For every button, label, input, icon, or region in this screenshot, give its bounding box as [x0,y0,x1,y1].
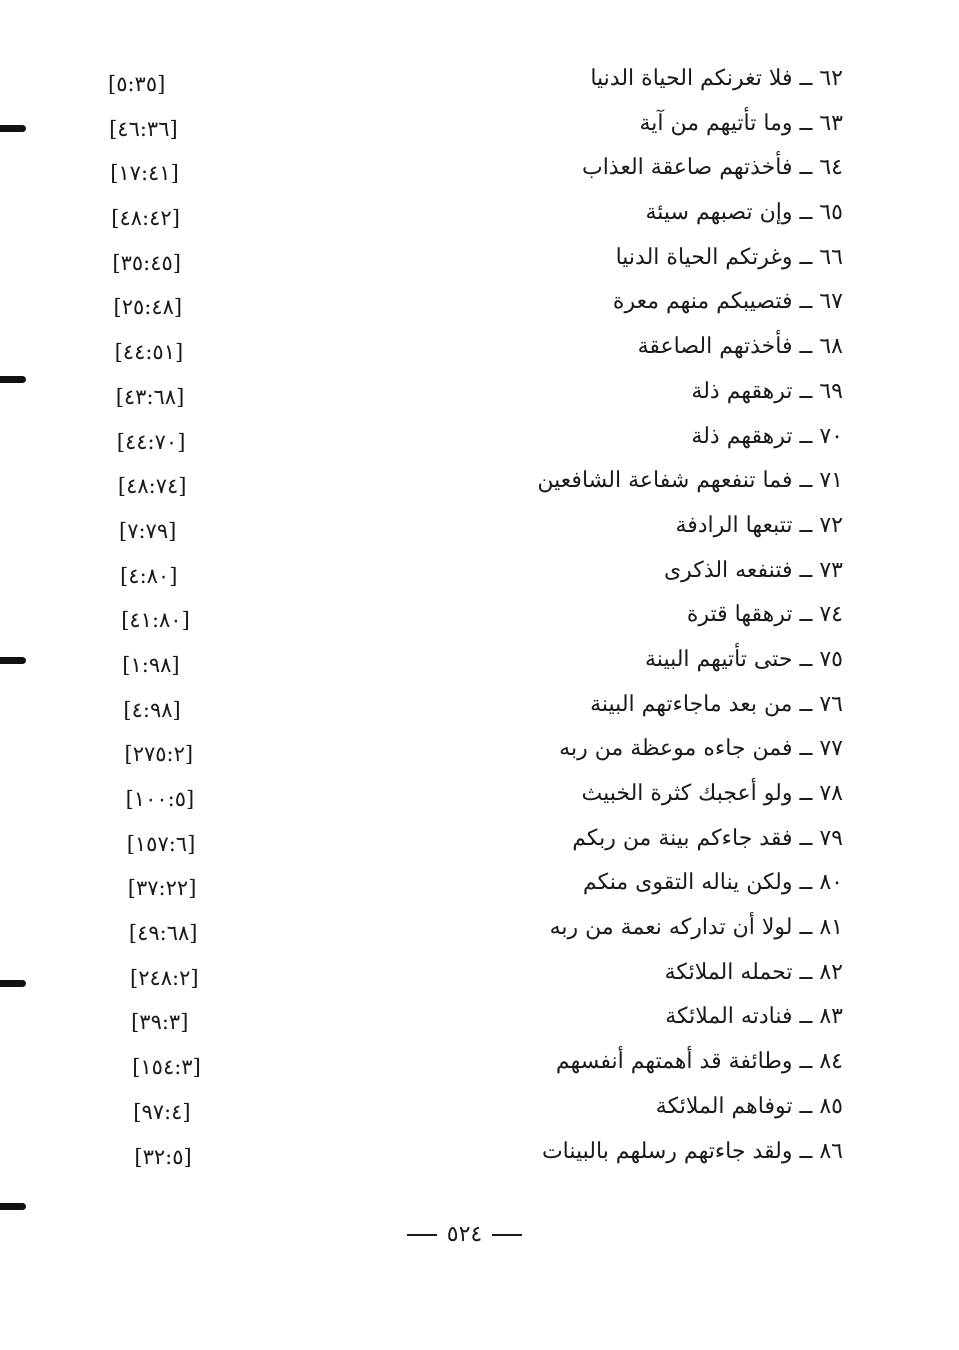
list-item [0,330,959,375]
list-item [0,732,959,777]
verse-reference: [١٥٤:٣] [132,1055,201,1080]
list-item [0,956,959,1001]
verse-phrase: ٧٢ ــ تتبعها الرادفة [675,512,843,538]
verse-phrase: ٨٥ ــ توفاهم الملائكة [655,1093,843,1119]
page-number-footer [0,1222,959,1247]
verse-phrase: ٧٧ ــ فمن جاءه موعظة من ربه [559,736,843,762]
list-item [0,777,959,822]
list-item [0,598,959,643]
verse-phrase: ٦٧ ــ فتصيبكم منهم معرة [612,289,843,315]
verse-phrase: ٧٦ ــ من بعد ماجاءتهم البينة [590,691,843,717]
verse-reference: [٣٥:٤٥] [112,250,181,275]
verse-phrase: ٨٦ ــ ولقد جاءتهم رسلهم بالبينات [541,1138,843,1164]
verse-reference: [٤٩:٦٨] [128,921,198,946]
list-item [0,375,959,420]
list-item [0,107,959,152]
list-item [0,1000,959,1045]
verse-phrase: ٧٤ ــ ترهقها قترة [686,602,843,628]
list-item [0,822,959,867]
verse-reference: [٣٧:٢٢] [127,876,197,901]
verse-reference: [١٥٧:٦] [126,831,196,856]
verse-phrase: ٧٠ ــ ترهقهم ذلة [691,423,843,449]
footer-dash [492,1234,522,1236]
verse-reference: [٤:٨٠] [120,563,178,588]
verse-reference: [٩٧:٤] [133,1099,191,1124]
verse-reference: [٣٢:٥] [134,1144,192,1169]
verse-reference: [٤٨:٧٤] [117,474,187,499]
verse-reference: [٤:٩٨] [123,697,181,722]
list-item [0,1090,959,1135]
footer-dash [407,1234,437,1236]
verse-phrase: ٧٣ ــ فتنفعه الذكرى [663,557,843,583]
verse-phrase: ٨٠ ــ ولكن يناله التقوى منكم [582,870,843,896]
list-item [0,196,959,241]
verse-reference: [١:٩٨] [122,652,180,677]
verse-phrase: ٧١ ــ فما تنفعهم شفاعة الشافعين [537,468,843,494]
list-item [0,509,959,554]
verse-reference: [٢٥:٤٨] [113,295,183,320]
verse-reference: [٤٨:٤٢] [111,206,180,231]
page-number: ٥٢٤ [446,1222,483,1247]
verse-phrase: ٦٢ ــ فلا تغرنكم الحياة الدنيا [590,66,843,91]
scan-edge-mark [0,1203,26,1210]
list-item [0,911,959,956]
verse-phrase: ٧٥ ــ حتى تأتيهم البينة [645,646,843,672]
verse-phrase: ٦٦ ــ وغرتكم الحياة الدنيا [615,244,843,270]
list-item [0,151,959,196]
verse-phrase: ٨٢ ــ تحمله الملائكة [664,959,843,985]
verse-reference: [٤٣:٦٨] [115,384,185,409]
verse-reference: [٤٤:٧٠] [116,429,186,454]
list-item [0,464,959,509]
verse-phrase: ٦٣ ــ وما تأتيهم من آية [639,110,843,136]
list-item [0,62,959,107]
list-item [0,554,959,599]
list-item [0,1045,959,1090]
verse-phrase: ٦٤ ــ فأخذتهم صاعقة العذاب [581,155,843,181]
verse-reference: [٣٩:٣] [131,1010,189,1035]
verse-phrase: ٦٥ ــ وإن تصبهم سيئة [645,200,843,226]
verse-phrase: ٦٨ ــ فأخذتهم الصاعقة [637,334,843,360]
list-item [0,688,959,733]
verse-reference: [٢٤٨:٢] [130,965,199,990]
list-item [0,285,959,330]
verse-reference: [٤١:٨٠] [121,608,190,633]
verse-reference: [٢٧٥:٢] [124,742,194,767]
verse-phrase: ٧٩ ــ فقد جاءكم بينة من ربكم [572,825,843,851]
verse-reference: [١٠٠:٥] [125,787,195,811]
list-item [0,1135,959,1180]
list-item [0,643,959,688]
list-item [0,241,959,286]
verse-phrase: ٨٤ ــ وطائفة قد أهمتهم أنفسهم [555,1049,843,1075]
verse-phrase: ٧٨ ــ ولو أعجبك كثرة الخبيث [581,781,843,806]
verse-phrase: ٨٣ ــ فنادته الملائكة [665,1004,843,1030]
verse-reference: [٧:٧٩] [119,518,177,543]
list-item [0,420,959,465]
verse-reference-list [0,62,959,1179]
verse-phrase: ٦٩ ــ ترهقهم ذلة [691,378,843,404]
verse-reference: [٥:٣٥] [108,72,166,96]
list-item [0,866,959,911]
verse-reference: [١٧:٤١] [110,161,179,186]
verse-phrase: ٨١ ــ لولا أن تداركه نعمة من ربه [549,915,843,941]
verse-reference: [٤٦:٣٦] [109,116,178,141]
verse-reference: [٤٤:٥١] [114,340,184,365]
